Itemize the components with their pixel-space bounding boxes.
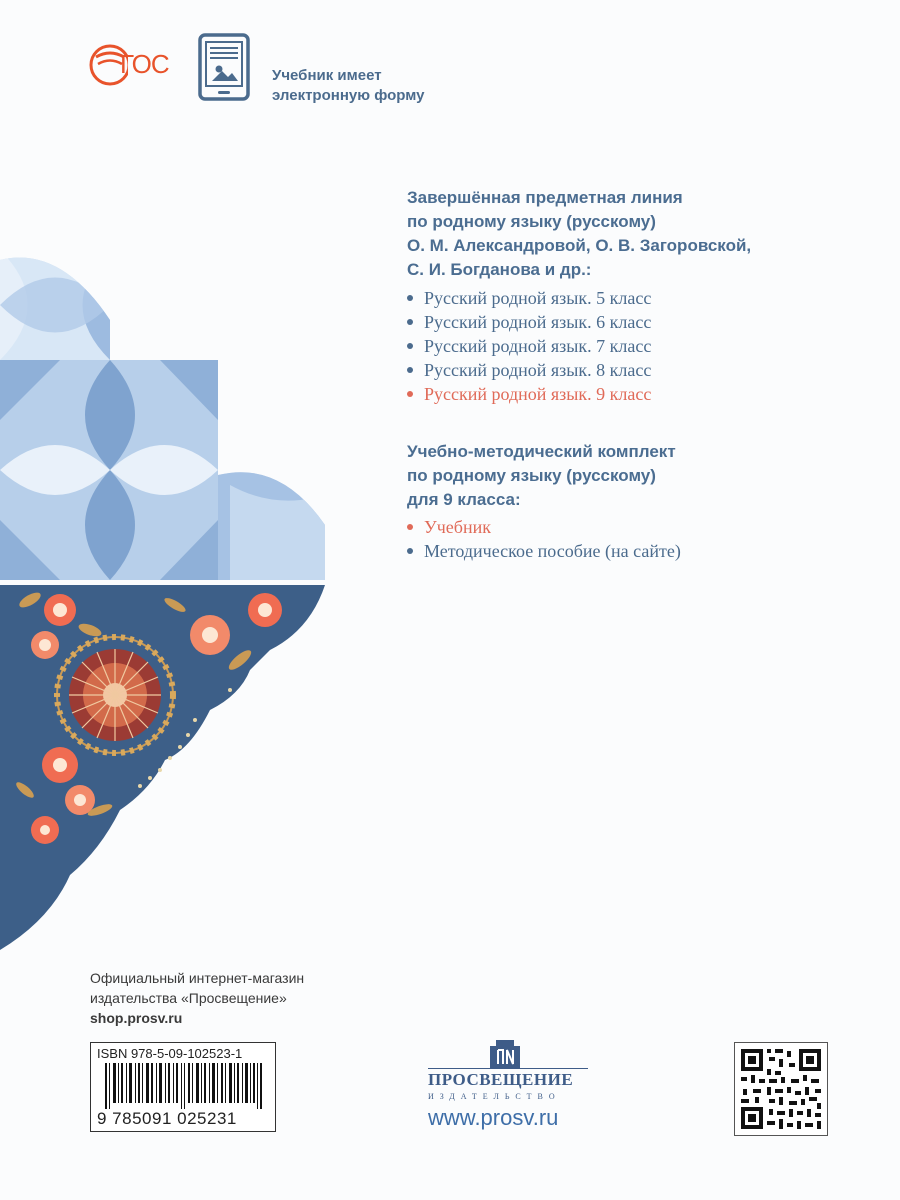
series-list-item-current: Русский родной язык. 9 класс [407,382,651,406]
publisher-subtitle: ИЗДАТЕЛЬСТВО [428,1092,561,1101]
series-title-line: Завершённая предметная линия [407,188,683,207]
eform-line-1: Учебник имеет [272,67,382,84]
kit-title [407,440,676,512]
fgos-logo [88,40,172,90]
barcode-bars [105,1063,265,1109]
fgos-logo-text: ГОС [120,49,169,79]
kit-title-line: Учебно-методический комплект [407,442,676,461]
tablet-icon [198,33,250,101]
kit-list-item: Методическое пособие (на сайте) [407,539,681,563]
series-list-item: Русский родной язык. 8 класс [407,358,651,382]
isbn-barcode [90,1042,276,1132]
bullet-icon [407,391,413,397]
series-list-item: Русский родной язык. 7 класс [407,334,651,358]
publisher-name: ПРОСВЕЩЕНИЕ [428,1070,574,1089]
electronic-form-note [272,66,425,106]
bullet-icon [407,367,413,373]
shop-line-2: издательства «Просвещение» [90,990,287,1006]
bullet-icon [407,524,413,530]
kit-title-line: по родному языку (русскому) [407,466,656,485]
bullet-icon [407,295,413,301]
bullet-icon [407,548,413,554]
eform-line-2: электронную форму [272,87,425,104]
qr-code[interactable] [734,1042,828,1136]
kit-title-line: для 9 класса: [407,490,521,509]
series-title-line: по родному языку (русскому) [407,212,656,231]
shop-url-link[interactable]: shop.prosv.ru [90,1010,183,1026]
shop-info [90,968,304,1028]
series-title [407,186,751,282]
series-list [407,286,651,406]
series-list-item: Русский родной язык. 6 класс [407,310,651,334]
series-title-line: С. И. Богданова и др.: [407,260,592,279]
publisher-url-link[interactable]: www.prosv.ru [428,1105,559,1130]
series-list-item: Русский родной язык. 5 класс [407,286,651,310]
isbn-digits: 9 785091 025231 [97,1109,237,1128]
bullet-icon [407,343,413,349]
decorative-ornament [0,250,330,955]
isbn-label: ISBN 978-5-09-102523-1 [97,1046,243,1061]
kit-list-item-current: Учебник [407,515,681,539]
shop-line-1: Официальный интернет-магазин [90,970,305,986]
bullet-icon [407,319,413,325]
publisher-rule [428,1068,588,1069]
series-title-line: О. М. Александровой, О. В. Загоровской, [407,236,752,255]
kit-list [407,515,681,563]
